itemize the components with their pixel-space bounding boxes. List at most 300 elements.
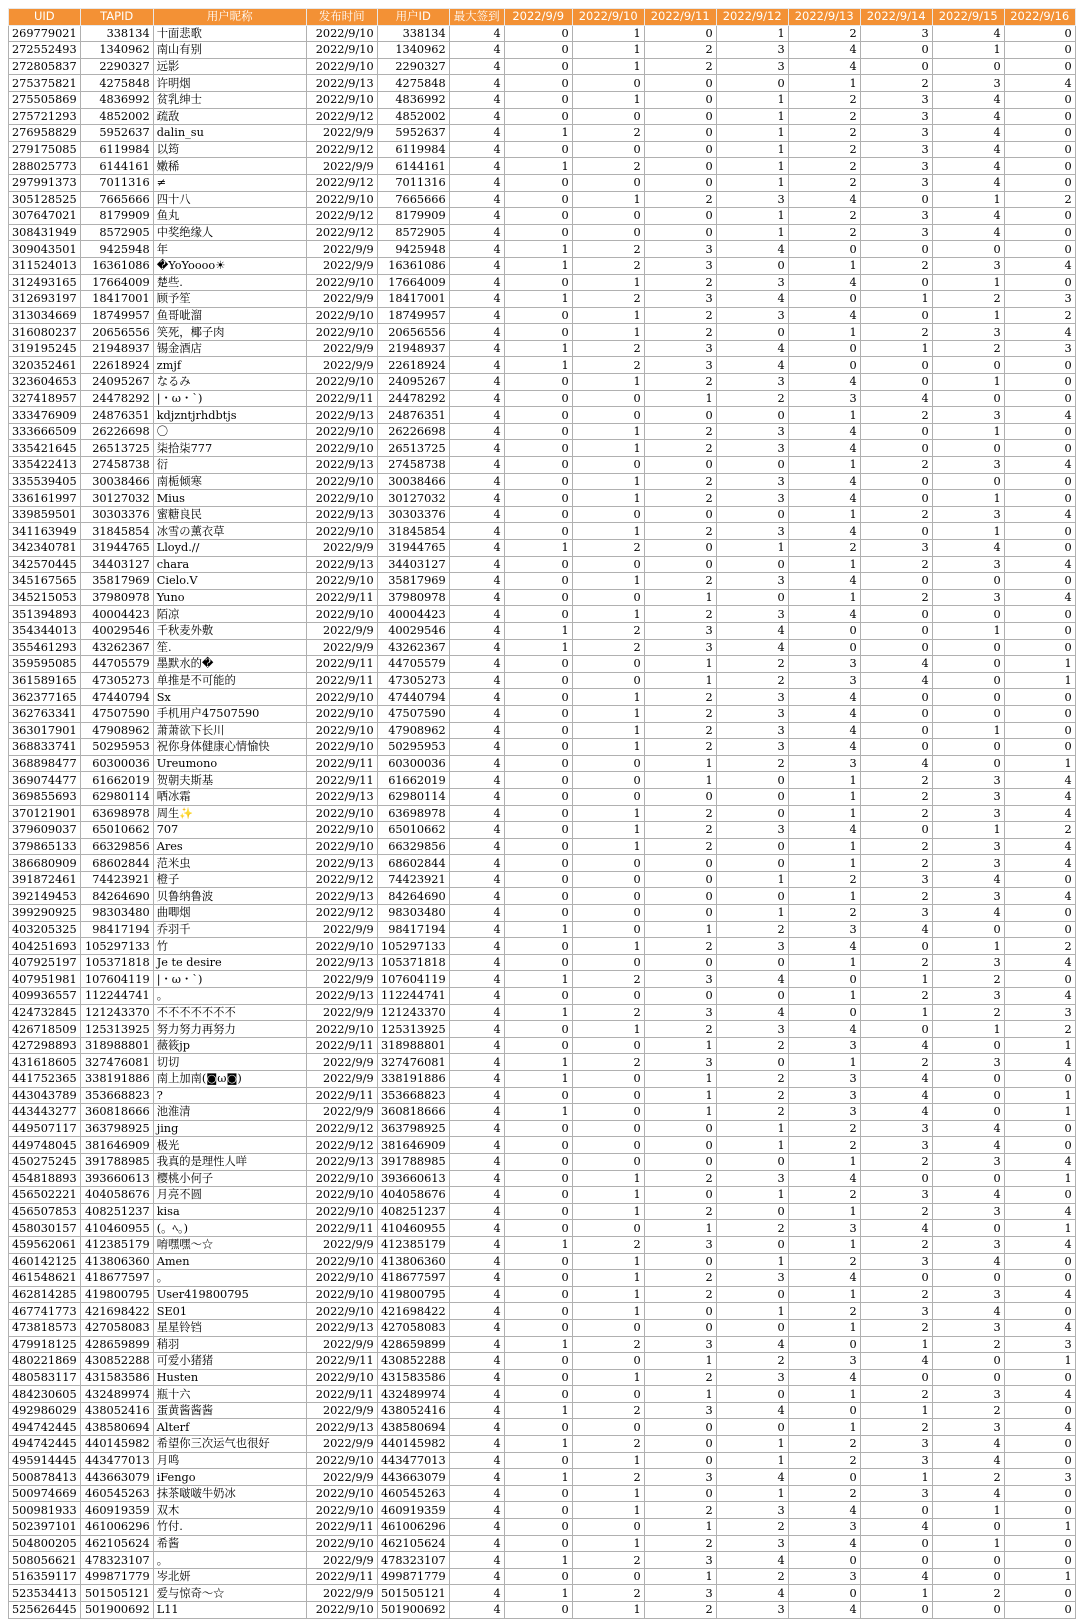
cell-d0916[interactable]: 4 xyxy=(1004,1203,1075,1220)
table-row[interactable] xyxy=(9,25,1076,42)
cell-uid[interactable]: 454818893 xyxy=(9,1170,81,1187)
cell-d0911[interactable]: 2 xyxy=(644,606,716,623)
cell-max-signin[interactable]: 4 xyxy=(449,407,504,424)
cell-publish-time[interactable]: 2022/9/10 xyxy=(306,374,377,391)
cell-d0910[interactable]: 2 xyxy=(572,1585,644,1602)
cell-d0912[interactable]: 3 xyxy=(716,1535,788,1552)
cell-nickname[interactable]: �YoYoooo☀ xyxy=(153,257,306,274)
cell-user-id[interactable]: 460919359 xyxy=(377,1502,449,1519)
cell-user-id[interactable]: 30127032 xyxy=(377,490,449,507)
cell-d0912[interactable]: 4 xyxy=(716,1402,788,1419)
cell-nickname[interactable]: 冰雪の薰衣草 xyxy=(153,523,306,540)
cell-d0914[interactable]: 2 xyxy=(860,1236,932,1253)
cell-publish-time[interactable]: 2022/9/13 xyxy=(306,506,377,523)
cell-user-id[interactable]: 501900692 xyxy=(377,1602,449,1619)
cell-d0912[interactable]: 3 xyxy=(716,689,788,706)
cell-d0914[interactable]: 3 xyxy=(860,174,932,191)
cell-uid[interactable]: 311524013 xyxy=(9,257,81,274)
cell-publish-time[interactable]: 2022/9/10 xyxy=(306,1502,377,1519)
cell-d0915[interactable]: 3 xyxy=(932,75,1004,92)
cell-d0910[interactable]: 0 xyxy=(572,224,644,241)
cell-nickname[interactable]: 。 xyxy=(153,988,306,1005)
cell-d0909[interactable]: 0 xyxy=(504,1270,572,1287)
cell-uid[interactable]: 312493165 xyxy=(9,274,81,291)
cell-d0914[interactable]: 4 xyxy=(860,672,932,689)
cell-nickname[interactable]: 陌凉 xyxy=(153,606,306,623)
cell-d0912[interactable]: 3 xyxy=(716,423,788,440)
cell-d0912[interactable]: 1 xyxy=(716,141,788,158)
cell-d0913[interactable]: 0 xyxy=(788,1004,860,1021)
cell-publish-time[interactable]: 2022/9/10 xyxy=(306,423,377,440)
cell-d0914[interactable]: 2 xyxy=(860,788,932,805)
table-row[interactable] xyxy=(9,340,1076,357)
cell-user-id[interactable]: 404058676 xyxy=(377,1187,449,1204)
table-row[interactable] xyxy=(9,1353,1076,1370)
cell-d0910[interactable]: 0 xyxy=(572,1087,644,1104)
cell-d0915[interactable]: 2 xyxy=(932,971,1004,988)
cell-user-id[interactable]: 105297133 xyxy=(377,938,449,955)
cell-d0910[interactable]: 1 xyxy=(572,606,644,623)
cell-d0909[interactable]: 0 xyxy=(504,407,572,424)
cell-uid[interactable]: 276958829 xyxy=(9,125,81,142)
cell-publish-time[interactable]: 2022/9/11 xyxy=(306,772,377,789)
cell-tapid[interactable]: 37980978 xyxy=(80,589,153,606)
cell-d0910[interactable]: 1 xyxy=(572,58,644,75)
cell-d0912[interactable]: 3 xyxy=(716,573,788,590)
cell-max-signin[interactable]: 4 xyxy=(449,1253,504,1270)
cell-publish-time[interactable]: 2022/9/9 xyxy=(306,340,377,357)
cell-d0913[interactable]: 2 xyxy=(788,125,860,142)
cell-user-id[interactable]: 421698422 xyxy=(377,1303,449,1320)
cell-d0909[interactable]: 1 xyxy=(504,921,572,938)
cell-d0909[interactable]: 0 xyxy=(504,91,572,108)
cell-nickname[interactable]: 贫乳绅士 xyxy=(153,91,306,108)
cell-uid[interactable]: 363017901 xyxy=(9,722,81,739)
cell-tapid[interactable]: 393660613 xyxy=(80,1170,153,1187)
cell-uid[interactable]: 523534413 xyxy=(9,1585,81,1602)
cell-max-signin[interactable]: 4 xyxy=(449,291,504,308)
cell-d0912[interactable]: 1 xyxy=(716,25,788,42)
cell-nickname[interactable]: Cielo.V xyxy=(153,573,306,590)
cell-nickname[interactable]: 南栀倾寒 xyxy=(153,473,306,490)
cell-d0911[interactable]: 3 xyxy=(644,291,716,308)
cell-d0909[interactable]: 0 xyxy=(504,473,572,490)
cell-tapid[interactable]: 18417001 xyxy=(80,291,153,308)
cell-d0909[interactable]: 0 xyxy=(504,988,572,1005)
cell-tapid[interactable]: 404058676 xyxy=(80,1187,153,1204)
cell-d0916[interactable]: 0 xyxy=(1004,58,1075,75)
cell-d0913[interactable]: 4 xyxy=(788,1021,860,1038)
cell-d0912[interactable]: 1 xyxy=(716,1303,788,1320)
cell-d0914[interactable]: 2 xyxy=(860,1386,932,1403)
cell-publish-time[interactable]: 2022/9/12 xyxy=(306,108,377,125)
cell-tapid[interactable]: 105297133 xyxy=(80,938,153,955)
cell-tapid[interactable]: 478323107 xyxy=(80,1552,153,1569)
table-row[interactable] xyxy=(9,158,1076,175)
cell-d0915[interactable]: 4 xyxy=(932,540,1004,557)
cell-d0916[interactable]: 1 xyxy=(1004,672,1075,689)
cell-d0916[interactable]: 3 xyxy=(1004,1336,1075,1353)
cell-tapid[interactable]: 62980114 xyxy=(80,788,153,805)
cell-tapid[interactable]: 20656556 xyxy=(80,324,153,341)
cell-d0916[interactable]: 4 xyxy=(1004,506,1075,523)
cell-d0914[interactable]: 2 xyxy=(860,457,932,474)
cell-d0913[interactable]: 1 xyxy=(788,855,860,872)
cell-d0909[interactable]: 0 xyxy=(504,224,572,241)
cell-d0911[interactable]: 0 xyxy=(644,1436,716,1453)
cell-d0916[interactable]: 4 xyxy=(1004,1153,1075,1170)
cell-d0915[interactable]: 0 xyxy=(932,473,1004,490)
cell-d0911[interactable]: 0 xyxy=(644,905,716,922)
cell-d0909[interactable]: 0 xyxy=(504,1519,572,1536)
cell-d0913[interactable]: 0 xyxy=(788,241,860,258)
cell-d0914[interactable]: 1 xyxy=(860,1585,932,1602)
table-row[interactable] xyxy=(9,1054,1076,1071)
table-row[interactable] xyxy=(9,208,1076,225)
cell-user-id[interactable]: 443477013 xyxy=(377,1452,449,1469)
cell-publish-time[interactable]: 2022/9/11 xyxy=(306,1087,377,1104)
cell-d0911[interactable]: 1 xyxy=(644,1220,716,1237)
cell-d0911[interactable]: 1 xyxy=(644,755,716,772)
cell-d0911[interactable]: 2 xyxy=(644,191,716,208)
cell-d0909[interactable]: 1 xyxy=(504,1336,572,1353)
cell-d0909[interactable]: 1 xyxy=(504,158,572,175)
cell-uid[interactable]: 460142125 xyxy=(9,1253,81,1270)
cell-user-id[interactable]: 431583586 xyxy=(377,1369,449,1386)
cell-d0915[interactable]: 2 xyxy=(932,291,1004,308)
cell-d0911[interactable]: 3 xyxy=(644,971,716,988)
cell-publish-time[interactable]: 2022/9/10 xyxy=(306,1369,377,1386)
cell-tapid[interactable]: 7011316 xyxy=(80,174,153,191)
cell-nickname[interactable]: 。 xyxy=(153,1270,306,1287)
cell-tapid[interactable]: 60300036 xyxy=(80,755,153,772)
cell-d0910[interactable]: 0 xyxy=(572,457,644,474)
cell-max-signin[interactable]: 4 xyxy=(449,1419,504,1436)
cell-d0911[interactable]: 0 xyxy=(644,25,716,42)
cell-publish-time[interactable]: 2022/9/10 xyxy=(306,1203,377,1220)
cell-d0911[interactable]: 2 xyxy=(644,722,716,739)
cell-d0910[interactable]: 1 xyxy=(572,1021,644,1038)
cell-publish-time[interactable]: 2022/9/10 xyxy=(306,1253,377,1270)
cell-d0911[interactable]: 1 xyxy=(644,1104,716,1121)
cell-d0910[interactable]: 2 xyxy=(572,1436,644,1453)
cell-d0909[interactable]: 1 xyxy=(504,125,572,142)
cell-d0914[interactable]: 3 xyxy=(860,540,932,557)
cell-d0914[interactable]: 1 xyxy=(860,291,932,308)
cell-nickname[interactable]: 中奖绝缘人 xyxy=(153,224,306,241)
cell-uid[interactable]: 288025773 xyxy=(9,158,81,175)
col-header-date-0911[interactable]: 2022/9/11 xyxy=(644,9,716,26)
cell-d0911[interactable]: 0 xyxy=(644,224,716,241)
cell-d0910[interactable]: 1 xyxy=(572,1253,644,1270)
cell-d0913[interactable]: 3 xyxy=(788,1104,860,1121)
cell-d0911[interactable]: 0 xyxy=(644,1319,716,1336)
cell-d0910[interactable]: 2 xyxy=(572,1469,644,1486)
cell-d0913[interactable]: 3 xyxy=(788,1037,860,1054)
cell-d0910[interactable]: 1 xyxy=(572,1502,644,1519)
cell-max-signin[interactable]: 4 xyxy=(449,1602,504,1619)
cell-uid[interactable]: 424732845 xyxy=(9,1004,81,1021)
cell-tapid[interactable]: 8572905 xyxy=(80,224,153,241)
cell-d0912[interactable]: 0 xyxy=(716,1386,788,1403)
cell-publish-time[interactable]: 2022/9/9 xyxy=(306,257,377,274)
cell-d0916[interactable]: 0 xyxy=(1004,1270,1075,1287)
cell-d0916[interactable]: 0 xyxy=(1004,91,1075,108)
cell-d0909[interactable]: 0 xyxy=(504,722,572,739)
cell-uid[interactable]: 391872461 xyxy=(9,871,81,888)
cell-d0915[interactable]: 0 xyxy=(932,639,1004,656)
cell-d0911[interactable]: 0 xyxy=(644,125,716,142)
cell-d0909[interactable]: 0 xyxy=(504,141,572,158)
cell-d0916[interactable]: 0 xyxy=(1004,1602,1075,1619)
cell-d0912[interactable]: 2 xyxy=(716,1519,788,1536)
cell-user-id[interactable]: 9425948 xyxy=(377,241,449,258)
col-header-date-0912[interactable]: 2022/9/12 xyxy=(716,9,788,26)
cell-tapid[interactable]: 391788985 xyxy=(80,1153,153,1170)
cell-uid[interactable]: 272552493 xyxy=(9,42,81,59)
cell-d0910[interactable]: 0 xyxy=(572,174,644,191)
cell-d0915[interactable]: 4 xyxy=(932,141,1004,158)
table-row[interactable] xyxy=(9,1137,1076,1154)
cell-d0913[interactable]: 2 xyxy=(788,1485,860,1502)
cell-max-signin[interactable]: 4 xyxy=(449,423,504,440)
cell-d0915[interactable]: 4 xyxy=(932,905,1004,922)
cell-publish-time[interactable]: 2022/9/11 xyxy=(306,589,377,606)
cell-d0910[interactable]: 1 xyxy=(572,440,644,457)
cell-d0913[interactable]: 4 xyxy=(788,606,860,623)
cell-user-id[interactable]: 432489974 xyxy=(377,1386,449,1403)
cell-d0912[interactable]: 3 xyxy=(716,1170,788,1187)
cell-d0915[interactable]: 4 xyxy=(932,1452,1004,1469)
cell-d0909[interactable]: 0 xyxy=(504,1153,572,1170)
cell-d0913[interactable]: 4 xyxy=(788,1502,860,1519)
table-row[interactable] xyxy=(9,274,1076,291)
cell-nickname[interactable]: 月鸣 xyxy=(153,1452,306,1469)
table-row[interactable] xyxy=(9,1037,1076,1054)
cell-max-signin[interactable]: 4 xyxy=(449,473,504,490)
cell-d0910[interactable]: 2 xyxy=(572,158,644,175)
cell-uid[interactable]: 473818573 xyxy=(9,1319,81,1336)
cell-d0915[interactable]: 2 xyxy=(932,1336,1004,1353)
cell-tapid[interactable]: 427058083 xyxy=(80,1319,153,1336)
cell-d0916[interactable]: 3 xyxy=(1004,1004,1075,1021)
cell-max-signin[interactable]: 4 xyxy=(449,257,504,274)
cell-nickname[interactable]: 手机用户47507590 xyxy=(153,705,306,722)
cell-d0914[interactable]: 2 xyxy=(860,1153,932,1170)
cell-tapid[interactable]: 5952637 xyxy=(80,125,153,142)
cell-tapid[interactable]: 74423921 xyxy=(80,871,153,888)
cell-d0909[interactable]: 0 xyxy=(504,1353,572,1370)
cell-max-signin[interactable]: 4 xyxy=(449,921,504,938)
cell-publish-time[interactable]: 2022/9/11 xyxy=(306,672,377,689)
cell-user-id[interactable]: 418677597 xyxy=(377,1270,449,1287)
cell-d0914[interactable]: 0 xyxy=(860,1552,932,1569)
cell-d0909[interactable]: 0 xyxy=(504,1021,572,1038)
cell-d0913[interactable]: 2 xyxy=(788,108,860,125)
cell-d0915[interactable]: 3 xyxy=(932,1319,1004,1336)
cell-uid[interactable]: 335539405 xyxy=(9,473,81,490)
cell-max-signin[interactable]: 4 xyxy=(449,1286,504,1303)
cell-d0911[interactable]: 0 xyxy=(644,1303,716,1320)
cell-tapid[interactable]: 9425948 xyxy=(80,241,153,258)
cell-d0914[interactable]: 2 xyxy=(860,506,932,523)
cell-d0915[interactable]: 0 xyxy=(932,1087,1004,1104)
cell-tapid[interactable]: 26226698 xyxy=(80,423,153,440)
cell-d0913[interactable]: 1 xyxy=(788,506,860,523)
cell-d0916[interactable]: 4 xyxy=(1004,1419,1075,1436)
cell-d0912[interactable]: 1 xyxy=(716,1137,788,1154)
table-row[interactable] xyxy=(9,174,1076,191)
cell-d0915[interactable]: 4 xyxy=(932,174,1004,191)
cell-d0909[interactable]: 0 xyxy=(504,1087,572,1104)
cell-d0909[interactable]: 1 xyxy=(504,639,572,656)
cell-d0911[interactable]: 0 xyxy=(644,141,716,158)
cell-nickname[interactable]: 贝鲁纳鲁波 xyxy=(153,888,306,905)
cell-d0912[interactable]: 4 xyxy=(716,1004,788,1021)
cell-d0914[interactable]: 0 xyxy=(860,1369,932,1386)
cell-d0915[interactable]: 4 xyxy=(932,871,1004,888)
cell-d0914[interactable]: 4 xyxy=(860,1519,932,1536)
cell-max-signin[interactable]: 4 xyxy=(449,573,504,590)
cell-publish-time[interactable]: 2022/9/9 xyxy=(306,1054,377,1071)
cell-publish-time[interactable]: 2022/9/9 xyxy=(306,1336,377,1353)
cell-uid[interactable]: 480583117 xyxy=(9,1369,81,1386)
table-row[interactable] xyxy=(9,1535,1076,1552)
cell-user-id[interactable]: 60300036 xyxy=(377,755,449,772)
cell-nickname[interactable]: Sx xyxy=(153,689,306,706)
cell-d0912[interactable]: 3 xyxy=(716,938,788,955)
cell-uid[interactable]: 456507853 xyxy=(9,1203,81,1220)
cell-d0916[interactable]: 0 xyxy=(1004,1552,1075,1569)
cell-d0910[interactable]: 1 xyxy=(572,1369,644,1386)
cell-d0911[interactable]: 1 xyxy=(644,656,716,673)
cell-publish-time[interactable]: 2022/9/10 xyxy=(306,42,377,59)
cell-d0915[interactable]: 0 xyxy=(932,1353,1004,1370)
table-row[interactable] xyxy=(9,108,1076,125)
cell-max-signin[interactable]: 4 xyxy=(449,357,504,374)
cell-d0914[interactable]: 4 xyxy=(860,1220,932,1237)
cell-uid[interactable]: 333666509 xyxy=(9,423,81,440)
cell-tapid[interactable]: 501505121 xyxy=(80,1585,153,1602)
cell-publish-time[interactable]: 2022/9/10 xyxy=(306,191,377,208)
table-row[interactable] xyxy=(9,1369,1076,1386)
cell-nickname[interactable]: 切切 xyxy=(153,1054,306,1071)
cell-d0910[interactable]: 0 xyxy=(572,871,644,888)
cell-publish-time[interactable]: 2022/9/10 xyxy=(306,25,377,42)
cell-publish-time[interactable]: 2022/9/9 xyxy=(306,622,377,639)
cell-d0909[interactable]: 0 xyxy=(504,556,572,573)
cell-d0910[interactable]: 0 xyxy=(572,921,644,938)
cell-d0913[interactable]: 1 xyxy=(788,75,860,92)
table-row[interactable] xyxy=(9,905,1076,922)
cell-d0916[interactable]: 1 xyxy=(1004,1087,1075,1104)
cell-nickname[interactable]: dalin_su xyxy=(153,125,306,142)
cell-d0911[interactable]: 2 xyxy=(644,58,716,75)
cell-uid[interactable]: 409936557 xyxy=(9,988,81,1005)
cell-publish-time[interactable]: 2022/9/13 xyxy=(306,888,377,905)
cell-d0909[interactable]: 0 xyxy=(504,490,572,507)
cell-uid[interactable]: 323604653 xyxy=(9,374,81,391)
cell-d0911[interactable]: 0 xyxy=(644,1485,716,1502)
cell-d0914[interactable]: 1 xyxy=(860,340,932,357)
cell-d0909[interactable]: 0 xyxy=(504,108,572,125)
cell-d0912[interactable]: 2 xyxy=(716,1087,788,1104)
cell-d0910[interactable]: 2 xyxy=(572,241,644,258)
table-row[interactable] xyxy=(9,91,1076,108)
cell-user-id[interactable]: 84264690 xyxy=(377,888,449,905)
cell-d0915[interactable]: 0 xyxy=(932,705,1004,722)
cell-d0914[interactable]: 3 xyxy=(860,1137,932,1154)
cell-publish-time[interactable]: 2022/9/9 xyxy=(306,1552,377,1569)
cell-nickname[interactable]: 南上加南(◙ω◙) xyxy=(153,1071,306,1088)
cell-nickname[interactable]: 稍羽 xyxy=(153,1336,306,1353)
table-row[interactable] xyxy=(9,440,1076,457)
cell-d0916[interactable]: 1 xyxy=(1004,1568,1075,1585)
cell-max-signin[interactable]: 4 xyxy=(449,1452,504,1469)
cell-publish-time[interactable]: 2022/9/10 xyxy=(306,1021,377,1038)
cell-user-id[interactable]: 22618924 xyxy=(377,357,449,374)
cell-d0912[interactable]: 0 xyxy=(716,954,788,971)
cell-d0916[interactable]: 4 xyxy=(1004,772,1075,789)
cell-uid[interactable]: 508056621 xyxy=(9,1552,81,1569)
cell-d0910[interactable]: 1 xyxy=(572,1602,644,1619)
cell-d0910[interactable]: 2 xyxy=(572,125,644,142)
cell-user-id[interactable]: 21948937 xyxy=(377,340,449,357)
cell-tapid[interactable]: 327476081 xyxy=(80,1054,153,1071)
cell-d0915[interactable]: 4 xyxy=(932,108,1004,125)
cell-nickname[interactable]: 衍 xyxy=(153,457,306,474)
cell-d0911[interactable]: 1 xyxy=(644,921,716,938)
cell-d0916[interactable]: 0 xyxy=(1004,1253,1075,1270)
cell-d0914[interactable]: 3 xyxy=(860,1303,932,1320)
cell-d0914[interactable]: 2 xyxy=(860,838,932,855)
cell-user-id[interactable]: 499871779 xyxy=(377,1568,449,1585)
cell-nickname[interactable]: 年 xyxy=(153,241,306,258)
cell-d0909[interactable]: 0 xyxy=(504,25,572,42)
cell-d0915[interactable]: 4 xyxy=(932,1485,1004,1502)
cell-d0910[interactable]: 1 xyxy=(572,274,644,291)
cell-user-id[interactable]: 31944765 xyxy=(377,540,449,557)
cell-tapid[interactable]: 40004423 xyxy=(80,606,153,623)
cell-d0915[interactable]: 3 xyxy=(932,954,1004,971)
cell-d0914[interactable]: 1 xyxy=(860,1336,932,1353)
cell-d0909[interactable]: 0 xyxy=(504,573,572,590)
cell-d0910[interactable]: 0 xyxy=(572,1353,644,1370)
table-row[interactable] xyxy=(9,1585,1076,1602)
table-row[interactable] xyxy=(9,457,1076,474)
cell-d0916[interactable]: 4 xyxy=(1004,954,1075,971)
cell-d0914[interactable]: 0 xyxy=(860,573,932,590)
cell-d0913[interactable]: 4 xyxy=(788,705,860,722)
cell-d0909[interactable]: 0 xyxy=(504,1319,572,1336)
cell-max-signin[interactable]: 4 xyxy=(449,1037,504,1054)
cell-nickname[interactable]: 笙. xyxy=(153,639,306,656)
cell-uid[interactable]: 386680909 xyxy=(9,855,81,872)
cell-d0909[interactable]: 0 xyxy=(504,855,572,872)
cell-d0911[interactable]: 3 xyxy=(644,1054,716,1071)
cell-d0915[interactable]: 1 xyxy=(932,1021,1004,1038)
cell-d0914[interactable]: 3 xyxy=(860,905,932,922)
cell-d0912[interactable]: 2 xyxy=(716,1071,788,1088)
cell-max-signin[interactable]: 4 xyxy=(449,888,504,905)
cell-d0912[interactable]: 3 xyxy=(716,822,788,839)
cell-max-signin[interactable]: 4 xyxy=(449,1402,504,1419)
cell-uid[interactable]: 427298893 xyxy=(9,1037,81,1054)
table-row[interactable] xyxy=(9,374,1076,391)
cell-tapid[interactable]: 418677597 xyxy=(80,1270,153,1287)
cell-d0914[interactable]: 2 xyxy=(860,855,932,872)
cell-d0913[interactable]: 3 xyxy=(788,921,860,938)
